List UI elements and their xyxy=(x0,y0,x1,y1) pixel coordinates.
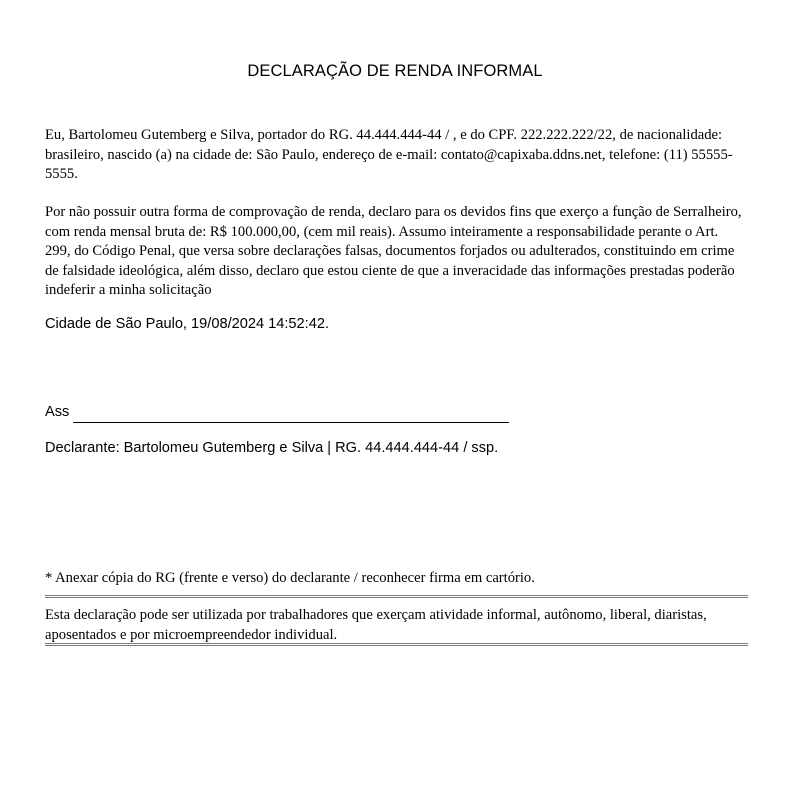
usage-note: Esta declaração pode ser utilizada por trabalhadores que exerçam atividade informal, autônomo, liberal, diaristas, aposentados e por microempreendedor individual. xyxy=(45,607,707,643)
divider xyxy=(45,643,748,646)
signature-row xyxy=(45,403,509,423)
document-title: DECLARAÇÃO DE RENDA INFORMAL xyxy=(247,62,543,80)
signature-line xyxy=(73,406,509,423)
declarant-line: Declarante: Bartolomeu Gutemberg e Silva | RG. 44.444.444-44 / ssp. xyxy=(45,440,499,456)
attachment-note: * Anexar cópia do RG (frente e verso) do declarante / reconhecer firma em cartório. xyxy=(45,570,535,586)
income-declaration-paragraph: Por não possuir outra forma de comprovação de renda, declaro para os devidos fins que exerço a função de Serralheiro, com renda mensal bruta de: R$ 100.000,00, (cem mil reais). Assumo inteiramente a responsabilidade perante o Art. 299, do Código Penal, que versa sobre declarações falsas, documentos forjados ou adulterados, constituindo em crime de falsidade ideológica, além disso, declaro que estou ciente de que a inveracidade das informações prestadas poderão indeferir a minha solicitação xyxy=(45,204,742,298)
identification-paragraph: Eu, Bartolomeu Gutemberg e Silva, portador do RG. 44.444.444-44 / , e do CPF. 222.222.222/22, de nacionalidade: brasileiro, nascido (a) na cidade de: São Paulo, endereço de e-mail: contato@capixaba.ddns.net, telefone: (11) 55555-5555. xyxy=(45,127,733,182)
divider xyxy=(45,595,748,598)
signature-label: Ass xyxy=(45,404,70,420)
city-date: Cidade de São Paulo, 19/08/2024 14:52:42. xyxy=(45,316,330,332)
